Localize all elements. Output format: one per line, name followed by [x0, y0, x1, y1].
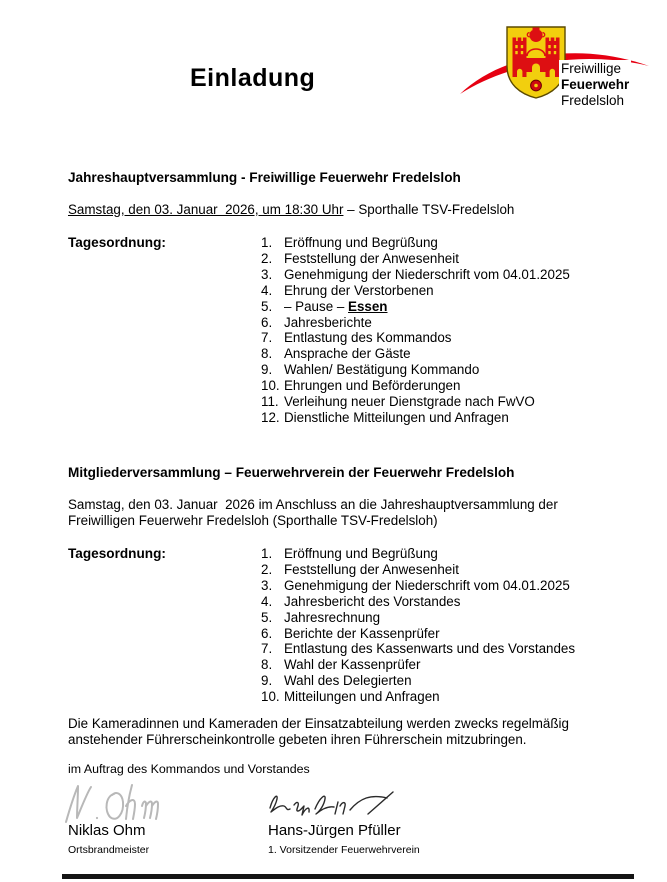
agenda-item-number: 9.: [261, 362, 273, 378]
meeting1-location: – Sporthalle TSV-Fredelsloh: [343, 202, 515, 217]
agenda-item-number: 9.: [261, 673, 273, 689]
logo-graphic: [452, 20, 664, 132]
agenda-item: [261, 610, 621, 626]
agenda-item-text: Wahl des Delegierten: [284, 673, 412, 689]
page-title: Einladung: [190, 64, 316, 92]
fredelsloh-crest: [507, 27, 565, 98]
signature-niklas-ohm: [62, 781, 188, 827]
agenda-item-number: 1.: [261, 235, 273, 250]
agenda-item: [261, 562, 621, 578]
meeting1-heading: Jahreshauptversammlung - Freiwillige Feuerwehr Fredelsloh: [68, 170, 461, 185]
logo-line-freiwillige: Freiwillige: [561, 61, 622, 76]
agenda-item-number: 3.: [261, 266, 273, 282]
closing-note-line2: anstehender Führerscheinkontrolle gebeten ihren Führerschein mitzubringen.: [68, 732, 527, 747]
agenda-item: [261, 626, 621, 642]
agenda-item-text: Wahl der Kassenprüfer: [284, 657, 421, 673]
signature-hans-juergen-pfueller: [267, 789, 399, 817]
agenda-item-text: Jahresrechnung: [284, 609, 381, 625]
agenda-item: [261, 283, 621, 299]
agenda-item-number: 12.: [261, 409, 280, 425]
agenda-item-text: Feststellung der Anwesenheit: [284, 561, 459, 577]
agenda-item-number: 10.: [261, 689, 280, 705]
meeting2-heading: Mitgliederversammlung – Feuerwehrverein der Feuerwehr Fredelsloh: [68, 465, 515, 480]
agenda-item-number: 7.: [261, 641, 273, 657]
closing-note-line1: Die Kameradinnen und Kameraden der Einsatzabteilung werden zwecks regelmäßig: [68, 716, 569, 731]
agenda-item: [261, 394, 621, 410]
meeting1-datetime: [68, 202, 514, 218]
agenda-item-number: 4.: [261, 282, 273, 298]
agenda-item-text: Berichte der Kassenprüfer: [284, 625, 440, 641]
agenda-item-number: 8.: [261, 346, 273, 362]
agenda-item-number: 6.: [261, 314, 273, 330]
agenda-item-number: 5.: [261, 609, 273, 625]
agenda-item-number: 10.: [261, 378, 280, 394]
meeting1-agenda-list: [261, 235, 621, 426]
agenda-item-number: 7.: [261, 330, 273, 346]
scan-footer-bar: [62, 874, 634, 879]
agenda-item-text: Jahresbericht des Vorstandes: [284, 593, 461, 609]
agenda-item: [261, 267, 621, 283]
agenda-item-text: Feststellung der Anwesenheit: [284, 250, 459, 266]
agenda-item: [261, 410, 621, 426]
agenda-item-text: Eröffnung und Begrüßung: [284, 546, 438, 561]
agenda-item-text: Genehmigung der Niederschrift vom 04.01.2025: [284, 266, 570, 282]
agenda-item-number: 2.: [261, 250, 273, 266]
meeting2-agenda-list: [261, 546, 621, 705]
agenda-item-text: Jahresberichte: [284, 314, 372, 330]
logo-line-feuerwehr: Feuerwehr: [561, 77, 630, 92]
meeting1-datetime-underlined: Samstag, den 03. Januar 2026, um 18:30 Uhr: [68, 202, 344, 217]
fire-department-logo: [452, 20, 664, 132]
agenda-item: [261, 546, 621, 562]
agenda-item-text: Dienstliche Mitteilungen und Anfragen: [284, 409, 509, 425]
agenda-item: [261, 673, 621, 689]
agenda-item-number: 11.: [261, 394, 279, 410]
agenda-item-text: Ehrungen und Beförderungen: [284, 378, 461, 394]
agenda-item-text: – Pause – Essen: [284, 298, 388, 314]
agenda-item: [261, 362, 621, 378]
agenda-item-text: Ansprache der Gäste: [284, 346, 411, 362]
agenda-item: [261, 330, 621, 346]
agenda-item: [261, 594, 621, 610]
signer-left-name: Niklas Ohm: [68, 822, 146, 839]
agenda-item: [261, 578, 621, 594]
agenda-item-number: 2.: [261, 561, 273, 577]
agenda-item-text: Ehrung der Verstorbenen: [284, 282, 434, 298]
agenda-item-number: 6.: [261, 625, 273, 641]
logo-line-fredelsloh: Fredelsloh: [561, 93, 625, 108]
logo-wordmark: [559, 60, 631, 110]
agenda-item-number: 5.: [261, 298, 273, 314]
agenda-item: [261, 641, 621, 657]
agenda-item: [261, 657, 621, 673]
agenda-item: [261, 346, 621, 362]
meeting2-intro-line1: Samstag, den 03. Januar 2026 im Anschluss an die Jahreshauptversammlung der: [68, 497, 558, 512]
meeting2-agenda-label: Tagesordnung:: [68, 546, 166, 561]
agenda-item: [261, 299, 621, 315]
agenda-item-text: Verleihung neuer Dienstgrade nach FwVO: [284, 394, 535, 410]
agenda-item: [261, 315, 621, 331]
agenda-item-text: Entlastung des Kommandos: [284, 330, 452, 346]
agenda-item: [261, 689, 621, 705]
agenda-item-text: Wahlen/ Bestätigung Kommando: [284, 362, 480, 378]
agenda-item-number: 1.: [261, 546, 273, 561]
agenda-item-number: 8.: [261, 657, 273, 673]
agenda-item-emphasis: Essen: [348, 298, 388, 314]
meeting1-agenda-label: Tagesordnung:: [68, 235, 166, 250]
agenda-item-text: Mitteilungen und Anfragen: [284, 689, 440, 705]
agenda-item-text: Genehmigung der Niederschrift vom 04.01.2025: [284, 577, 570, 593]
closing-note: [68, 716, 569, 748]
signer-right-name: Hans-Jürgen Pfüller: [268, 822, 401, 839]
on-behalf-line: im Auftrag des Kommandos und Vorstandes: [68, 762, 310, 776]
meeting2-intro: [68, 497, 558, 529]
agenda-item: [261, 235, 621, 251]
meeting2-intro-line2: Freiwilligen Feuerwehr Fredelsloh (Sporthalle TSV-Fredelsloh): [68, 513, 438, 528]
agenda-item-text: Eröffnung und Begrüßung: [284, 235, 438, 250]
agenda-item: [261, 251, 621, 267]
agenda-item-number: 4.: [261, 593, 273, 609]
signer-left-role: Ortsbrandmeister: [68, 844, 150, 856]
signer-right-role: 1. Vorsitzender Feuerwehrverein: [268, 844, 420, 856]
agenda-item-number: 3.: [261, 577, 273, 593]
agenda-item: [261, 378, 621, 394]
agenda-item-text: Entlastung des Kassenwarts und des Vorstandes: [284, 641, 576, 657]
